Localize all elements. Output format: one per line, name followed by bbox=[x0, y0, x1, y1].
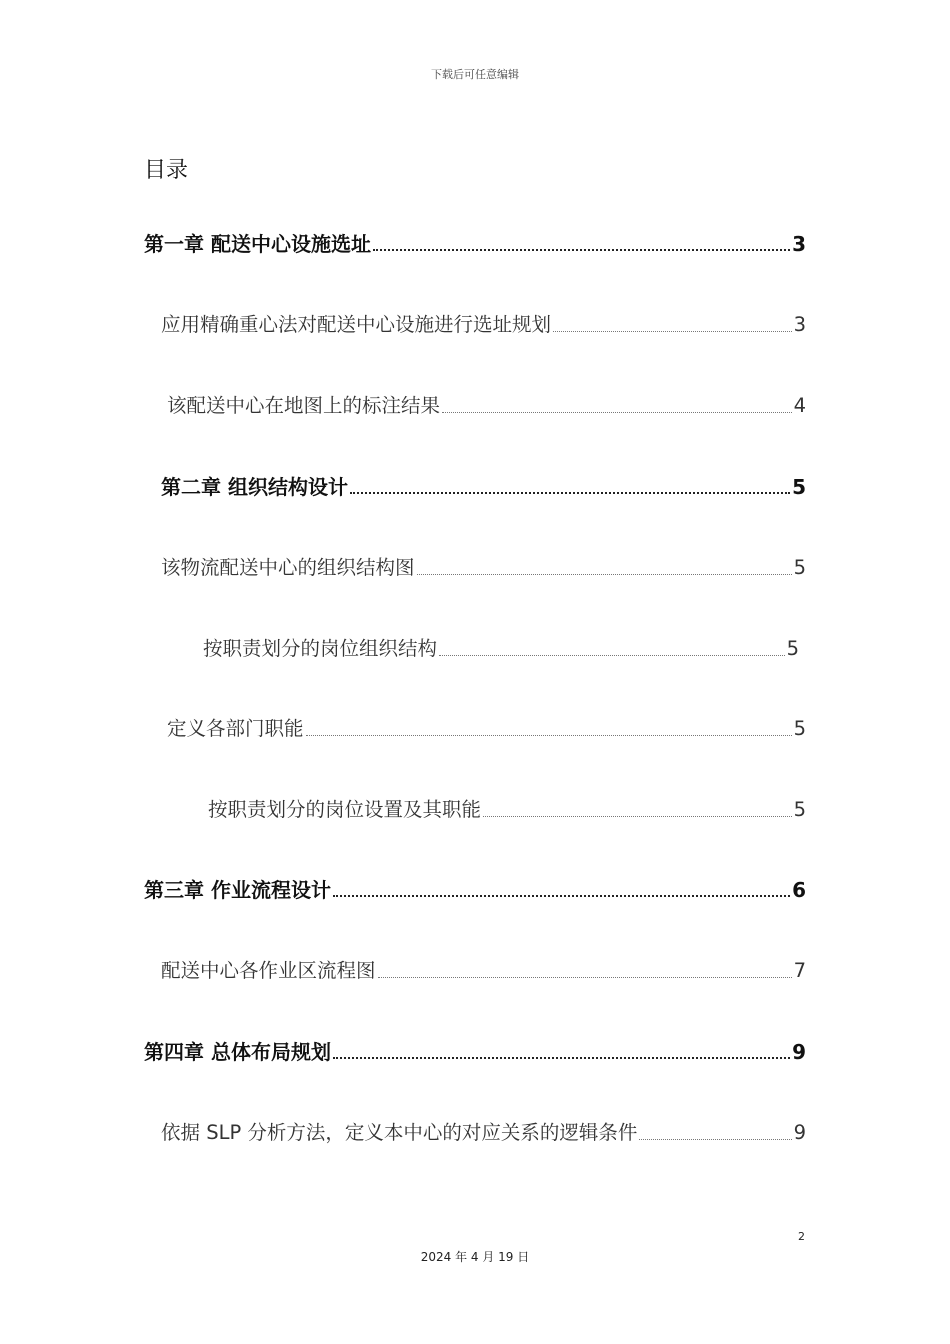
toc-entry-label: 该物流配送中心的组织结构图 bbox=[161, 556, 415, 579]
toc-entry-section[interactable] bbox=[208, 792, 806, 824]
toc-entry-chapter-2[interactable] bbox=[161, 469, 806, 501]
toc-entry-chapter-3[interactable] bbox=[144, 872, 806, 904]
toc-entry-section[interactable] bbox=[161, 550, 806, 582]
toc-entry-page: 5 bbox=[793, 717, 806, 740]
toc-entry-page: 5 bbox=[793, 556, 806, 579]
toc-entry-label: 该配送中心在地图上的标注结果 bbox=[167, 394, 441, 417]
dot-leader bbox=[350, 491, 790, 494]
toc-entry-page: 6 bbox=[792, 878, 806, 902]
toc-entry-section[interactable] bbox=[167, 388, 806, 420]
toc-entry-page: 3 bbox=[792, 232, 806, 256]
toc-entry-section[interactable] bbox=[161, 1115, 806, 1147]
toc-entry-label: 按职责划分的岗位设置及其职能 bbox=[208, 798, 482, 821]
toc-title: 目录 bbox=[144, 158, 189, 183]
page-number: 2 bbox=[798, 1230, 805, 1243]
dot-leader bbox=[439, 654, 785, 656]
dot-leader bbox=[417, 573, 792, 575]
toc-entry-label: 按职责划分的岗位组织结构 bbox=[203, 637, 438, 660]
toc-entry-label: 第一章 配送中心设施选址 bbox=[144, 232, 371, 256]
toc-entry-page: 5 bbox=[793, 798, 806, 821]
toc-entry-section[interactable] bbox=[161, 953, 806, 985]
dot-leader bbox=[639, 1138, 791, 1140]
toc-entry-chapter-4[interactable] bbox=[144, 1034, 806, 1066]
toc-entry-page: 9 bbox=[793, 1121, 806, 1144]
page-header: 下载后可任意编辑 bbox=[431, 68, 519, 81]
dot-leader bbox=[333, 1056, 790, 1059]
dot-leader bbox=[442, 411, 792, 413]
toc-entry-label: 定义各部门职能 bbox=[167, 717, 304, 740]
toc-entry-page: 7 bbox=[793, 959, 806, 982]
footer-date: 2024 年 4 月 19 日 bbox=[420, 1250, 530, 1264]
toc-entry-chapter-1[interactable] bbox=[144, 226, 806, 258]
toc-entry-label: 配送中心各作业区流程图 bbox=[161, 959, 376, 982]
dot-leader bbox=[553, 330, 792, 332]
toc-entry-label: 第二章 组织结构设计 bbox=[161, 475, 348, 499]
toc-entry-page: 5 bbox=[792, 475, 806, 499]
toc-entry-label: 第三章 作业流程设计 bbox=[144, 878, 331, 902]
toc-entry-page: 5 bbox=[786, 637, 799, 660]
toc-entry-label: 应用精确重心法对配送中心设施进行选址规划 bbox=[161, 313, 552, 336]
dot-leader bbox=[373, 248, 790, 251]
toc-entry-label: 依据 SLP 分析方法，定义本中心的对应关系的逻辑条件 bbox=[161, 1121, 638, 1144]
toc-entry-label: 第四章 总体布局规划 bbox=[144, 1040, 331, 1064]
toc-entry-page: 9 bbox=[792, 1040, 806, 1064]
dot-leader bbox=[378, 976, 792, 978]
dot-leader bbox=[306, 734, 792, 736]
dot-leader bbox=[483, 815, 792, 817]
toc-entry-page: 3 bbox=[793, 313, 806, 336]
toc-entry-section[interactable] bbox=[161, 307, 806, 339]
toc-entry-section[interactable] bbox=[167, 711, 806, 743]
toc-entry-page: 4 bbox=[793, 394, 806, 417]
dot-leader bbox=[333, 894, 790, 897]
toc-entry-section[interactable] bbox=[203, 631, 799, 663]
